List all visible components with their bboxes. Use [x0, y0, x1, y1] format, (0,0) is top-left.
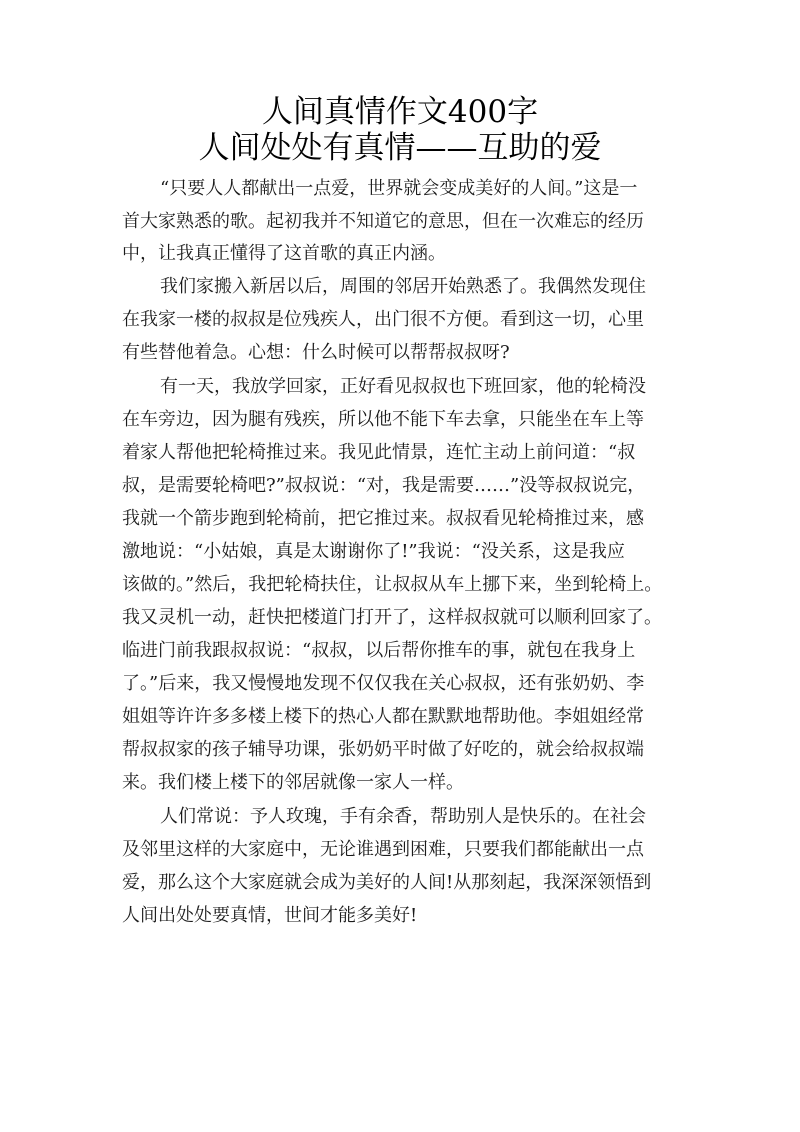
paragraph-1-line-3: 中，让我真正懂得了这首歌的真正内涵。: [122, 243, 446, 264]
paragraph-4-line-3: 爱，那么这个大家庭就会成为美好的人间!从那刻起，我深深领悟到: [122, 872, 652, 893]
paragraph-2-line-3: 有些替他着急。心想：什么时候可以帮帮叔叔呀?: [122, 342, 510, 363]
paragraph-3-line-1: 有一天，我放学回家，正好看见叔叔也下班回家，他的轮椅没: [160, 376, 646, 397]
paragraph-4-line-2: 及邻里这样的大家庭中，无论谁遇到困难，只要我们都能献出一点: [122, 839, 644, 860]
paragraph-1-line-1: “只要人人都献出一点爱，世界就会变成美好的人间。”这是一: [160, 178, 638, 199]
paragraph-1-line-2: 首大家熟悉的歌。起初我并不知道它的意思，但在一次难忘的经历: [122, 211, 644, 232]
paragraph-4-line-4: 人间出处处要真情，世间才能多美好!: [122, 905, 418, 926]
paragraph-3-line-4: 叔，是需要轮椅吧?”叔叔说：“对，我是需要……”没等叔叔说完，: [122, 475, 646, 496]
paragraph-3-line-6: 激地说：“小姑娘，真是太谢谢你了!”我说：“没关系，这是我应: [122, 541, 625, 562]
paragraph-3-line-5: 我就一个箭步跑到轮椅前，把它推过来。叔叔看见轮椅推过来，感: [122, 508, 644, 529]
paragraph-3-line-7: 该做的。”然后，我把轮椅扶住，让叔叔从车上挪下来，坐到轮椅上。: [122, 574, 663, 595]
paragraph-3-line-13: 来。我们楼上楼下的邻居就像一家人一样。: [122, 772, 464, 793]
paragraph-2-line-1: 我们家搬入新居以后，周围的邻居开始熟悉了。我偶然发现住: [160, 276, 646, 297]
paragraph-3-line-9: 临进门前我跟叔叔说：“叔叔，以后帮你推车的事，就包在我身上: [122, 640, 636, 661]
paragraph-3-line-8: 我又灵机一动，赶快把楼道门打开了，这样叔叔就可以顺利回家了。: [122, 607, 662, 628]
paragraph-4-line-1: 人们常说：予人玫瑰，手有余香，帮助别人是快乐的。在社会: [160, 806, 646, 827]
paragraph-3-line-3: 着家人帮他把轮椅推过来。我见此情景，连忙主动上前问道：“叔: [122, 442, 636, 463]
document-title: 人间真情作文400字: [261, 94, 539, 130]
paragraph-2-line-2: 在我家一楼的叔叔是位残疾人，出门很不方便。看到这一切，心里: [122, 309, 644, 330]
paragraph-3-line-11: 姐姐等许许多多楼上楼下的热心人都在默默地帮助他。李姐姐经常: [122, 706, 644, 727]
paragraph-3-line-12: 帮叔叔家的孩子辅导功课，张奶奶平时做了好吃的，就会给叔叔端: [122, 739, 644, 760]
paragraph-3-line-10: 了。”后来，我又慢慢地发现不仅仅我在关心叔叔，还有张奶奶、李: [122, 673, 645, 694]
paragraph-3-line-2: 在车旁边，因为腿有残疾，所以他不能下车去拿，只能坐在车上等: [122, 409, 644, 430]
document-subtitle: 人间处处有真情——互助的爱: [198, 130, 602, 166]
